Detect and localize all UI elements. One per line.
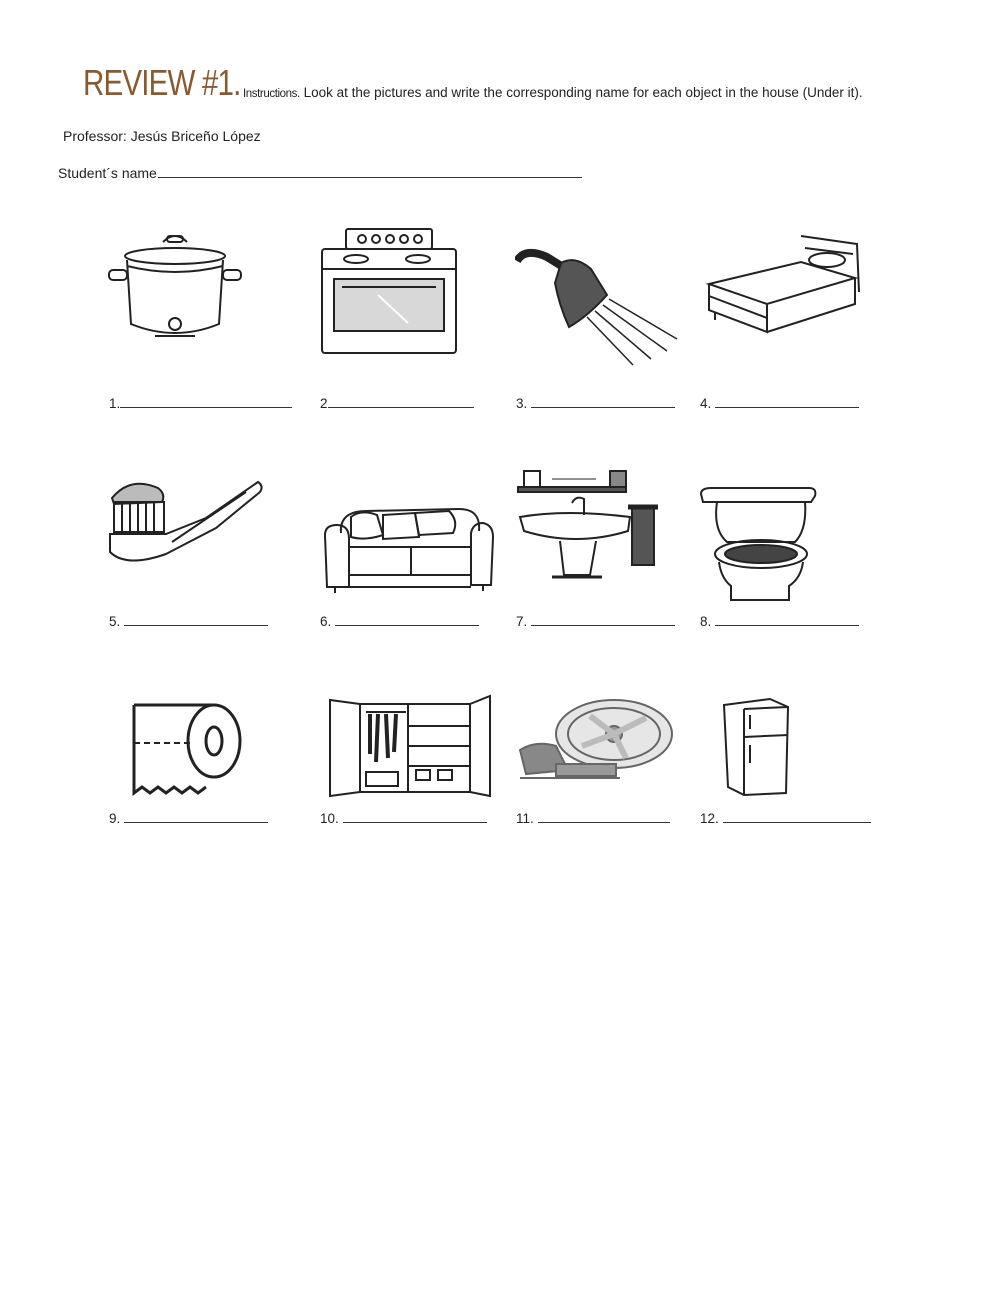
- answer-line-9[interactable]: 9.: [109, 810, 268, 826]
- professor-name: Professor: Jesús Briceño López: [63, 128, 261, 144]
- toothbrush-icon: [106, 472, 266, 572]
- answer-line-11[interactable]: 11.: [516, 810, 670, 826]
- student-name-field[interactable]: [58, 163, 582, 181]
- fan-icon: [516, 694, 676, 788]
- toilet-icon: [697, 486, 823, 604]
- answer-line-10[interactable]: 10.: [320, 810, 487, 826]
- worksheet-title: REVIEW #1.: [83, 62, 241, 103]
- answer-line-8[interactable]: 8.: [700, 613, 859, 629]
- toilet-paper-icon: [128, 697, 246, 797]
- instructions-text: Look at the pictures and write the corresponding name for each object in the house (Under it).: [303, 85, 863, 100]
- answer-line-2[interactable]: 2: [320, 395, 474, 411]
- answer-line-7[interactable]: 7.: [516, 613, 675, 629]
- answer-line-1[interactable]: 1.: [109, 395, 292, 411]
- answer-line-3[interactable]: 3.: [516, 395, 675, 411]
- instructions-lead: Instructions.: [243, 88, 300, 100]
- stove-oven-icon: [318, 225, 460, 357]
- sink-icon: [516, 467, 676, 587]
- bed-icon: [705, 232, 865, 342]
- answer-line-12[interactable]: 12.: [700, 810, 871, 826]
- answer-line-5[interactable]: 5.: [109, 613, 268, 629]
- instructions: [243, 85, 863, 100]
- student-name-line[interactable]: [158, 163, 582, 178]
- slow-cooker-icon: [105, 226, 245, 346]
- sofa-icon: [321, 503, 495, 595]
- student-name-label: Student´s name: [58, 165, 157, 181]
- closet-icon: [326, 692, 494, 800]
- refrigerator-icon: [718, 697, 792, 797]
- shower-head-icon: [515, 247, 685, 373]
- answer-line-6[interactable]: 6.: [320, 613, 479, 629]
- answer-line-4[interactable]: 4.: [700, 395, 859, 411]
